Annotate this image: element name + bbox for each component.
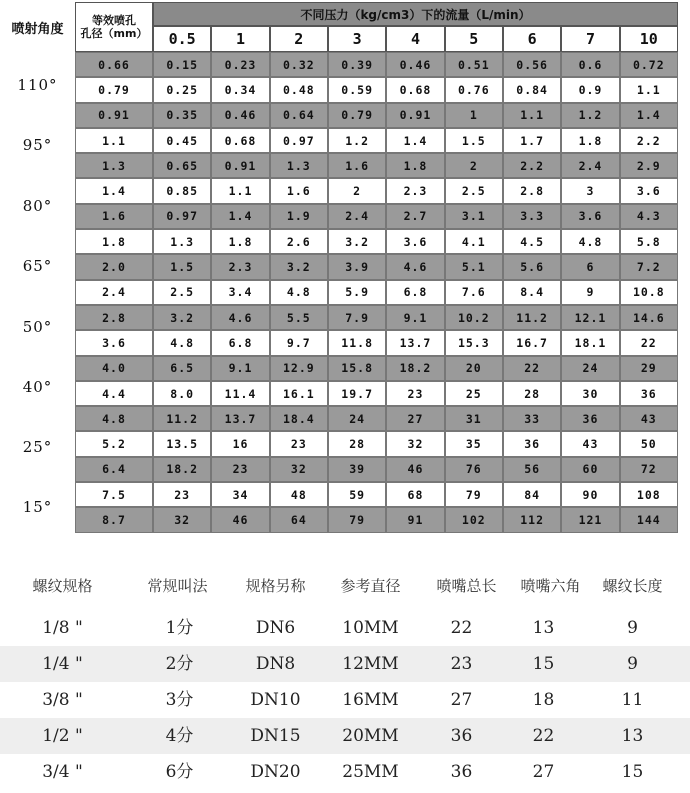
flow-value-cell: 79 <box>445 482 503 507</box>
flow-value-cell: 1.5 <box>445 128 503 153</box>
flow-value-cell: 24 <box>328 406 386 431</box>
flow-value-cell: 2 <box>328 178 386 203</box>
flow-value-cell: 34 <box>211 482 269 507</box>
orifice-diameter-cell: 0.79 <box>75 77 153 102</box>
flow-value-cell: 13.7 <box>211 406 269 431</box>
thread-cell: 23 <box>450 654 473 674</box>
flow-value-cell: 2 <box>445 153 503 178</box>
flow-value-cell: 1.2 <box>561 103 619 128</box>
thread-row <box>0 610 690 646</box>
flow-value-cell: 13.7 <box>386 330 444 355</box>
flow-value-cell: 43 <box>561 431 619 456</box>
thread-cell: 4分 <box>165 726 194 746</box>
flow-value-cell: 2.8 <box>503 178 561 203</box>
flow-value-cell: 1.6 <box>328 153 386 178</box>
flow-value-cell: 60 <box>561 457 619 482</box>
flow-value-cell: 3.2 <box>328 229 386 254</box>
flow-value-cell: 1.4 <box>620 103 678 128</box>
flow-value-cell: 1.7 <box>503 128 561 153</box>
flow-value-cell: 48 <box>270 482 328 507</box>
flow-value-cell: 23 <box>386 381 444 406</box>
spray-angle-label: 15° <box>22 498 53 516</box>
flow-value-cell: 1.8 <box>211 229 269 254</box>
flow-value-cell: 9 <box>561 280 619 305</box>
flow-value-cell: 0.34 <box>211 77 269 102</box>
thread-cell: 2分 <box>165 654 194 674</box>
flow-value-cell: 0.65 <box>153 153 211 178</box>
thread-header-cell: 螺纹规格 <box>32 577 93 595</box>
flow-value-cell: 10.8 <box>620 280 678 305</box>
thread-cell: 20MM <box>342 726 399 746</box>
thread-row <box>0 682 690 718</box>
flow-row <box>75 178 678 203</box>
flow-value-cell: 0.45 <box>153 128 211 153</box>
flow-value-cell: 0.51 <box>445 52 503 77</box>
thread-cell: 1/4 " <box>42 654 83 674</box>
flow-value-cell: 1.3 <box>153 229 211 254</box>
thread-row <box>0 646 690 682</box>
flow-row <box>75 229 678 254</box>
flow-value-cell: 24 <box>561 356 619 381</box>
flow-value-cell: 46 <box>386 457 444 482</box>
flow-value-cell: 23 <box>270 431 328 456</box>
flow-value-cell: 3.6 <box>620 178 678 203</box>
thread-cell: 22 <box>532 726 555 746</box>
flow-row <box>75 406 678 431</box>
flow-row <box>75 356 678 381</box>
flow-value-cell: 11.8 <box>328 330 386 355</box>
flow-value-cell: 33 <box>503 406 561 431</box>
pressure-value: 3 <box>328 26 386 52</box>
flow-value-cell: 3 <box>561 178 619 203</box>
flow-value-cell: 32 <box>270 457 328 482</box>
flow-value-cell: 1.1 <box>211 178 269 203</box>
flow-value-cell: 3.1 <box>445 204 503 229</box>
flow-value-cell: 6.8 <box>386 280 444 305</box>
flow-value-cell: 39 <box>328 457 386 482</box>
thread-header-cell: 螺纹长度 <box>602 577 663 595</box>
flow-value-cell: 0.64 <box>270 103 328 128</box>
flow-value-cell: 1.8 <box>561 128 619 153</box>
flow-value-cell: 2.4 <box>328 204 386 229</box>
spray-angle-label: 110° <box>17 76 58 94</box>
flow-value-cell: 4.5 <box>503 229 561 254</box>
flow-value-cell: 18.4 <box>270 406 328 431</box>
orifice-diameter-cell: 8.7 <box>75 507 153 532</box>
flow-value-cell: 8.0 <box>153 381 211 406</box>
pressure-values <box>153 26 678 52</box>
flow-row <box>75 431 678 456</box>
flow-value-cell: 0.46 <box>211 103 269 128</box>
flow-value-cell: 59 <box>328 482 386 507</box>
thread-cell: 6分 <box>165 762 194 782</box>
thread-cell: 25MM <box>342 762 399 782</box>
flow-value-cell: 79 <box>328 507 386 532</box>
orifice-diameter-cell: 3.6 <box>75 330 153 355</box>
flow-value-cell: 0.56 <box>503 52 561 77</box>
flow-value-cell: 4.1 <box>445 229 503 254</box>
flow-value-cell: 11.2 <box>153 406 211 431</box>
orifice-diameter-cell: 1.3 <box>75 153 153 178</box>
flow-value-cell: 2.5 <box>153 280 211 305</box>
flow-value-cell: 3.3 <box>503 204 561 229</box>
flow-value-cell: 0.97 <box>270 128 328 153</box>
flow-value-cell: 1.9 <box>270 204 328 229</box>
flow-value-cell: 0.68 <box>386 77 444 102</box>
flow-value-cell: 0.39 <box>328 52 386 77</box>
flow-value-cell: 2.3 <box>386 178 444 203</box>
flow-value-cell: 35 <box>445 431 503 456</box>
flow-row <box>75 457 678 482</box>
orifice-diameter-cell: 6.4 <box>75 457 153 482</box>
flow-value-cell: 16.7 <box>503 330 561 355</box>
flow-value-cell: 0.91 <box>211 153 269 178</box>
pressure-value: 10 <box>620 26 678 52</box>
flow-row <box>75 482 678 507</box>
pressure-value: 6 <box>503 26 561 52</box>
flow-value-cell: 11.4 <box>211 381 269 406</box>
flow-value-cell: 36 <box>561 406 619 431</box>
flow-value-cell: 28 <box>503 381 561 406</box>
flow-value-cell: 25 <box>445 381 503 406</box>
flow-value-cell: 6 <box>561 254 619 279</box>
flow-value-cell: 3.9 <box>328 254 386 279</box>
flow-value-cell: 0.23 <box>211 52 269 77</box>
pressure-value: 4 <box>386 26 444 52</box>
flow-value-cell: 5.6 <box>503 254 561 279</box>
thread-cell: 16MM <box>342 690 399 710</box>
flow-value-cell: 2.2 <box>503 153 561 178</box>
pressure-title: 不同压力（kg/cm3）下的流量（L/min） <box>153 2 678 26</box>
flow-value-cell: 9.1 <box>211 356 269 381</box>
thread-header-cell: 喷嘴六角 <box>520 577 581 595</box>
flow-value-cell: 9.7 <box>270 330 328 355</box>
flow-value-cell: 0.72 <box>620 52 678 77</box>
orifice-diameter-cell: 0.91 <box>75 103 153 128</box>
flow-value-cell: 0.9 <box>561 77 619 102</box>
flow-value-cell: 0.79 <box>328 103 386 128</box>
orifice-diameter-cell: 2.4 <box>75 280 153 305</box>
flow-value-cell: 6.5 <box>153 356 211 381</box>
orifice-diameter-cell: 5.2 <box>75 431 153 456</box>
pressure-value: 1 <box>211 26 269 52</box>
thread-header-cell: 常规叫法 <box>147 577 208 595</box>
orifice-diameter-cell: 4.0 <box>75 356 153 381</box>
flow-value-cell: 36 <box>620 381 678 406</box>
flow-value-cell: 1.2 <box>328 128 386 153</box>
flow-value-cell: 4.6 <box>386 254 444 279</box>
thread-cell: 9 <box>627 654 638 674</box>
pressure-value: 7 <box>561 26 619 52</box>
flow-value-cell: 32 <box>153 507 211 532</box>
flow-value-cell: 76 <box>445 457 503 482</box>
thread-cell: 27 <box>532 762 555 782</box>
flow-value-cell: 28 <box>328 431 386 456</box>
flow-value-cell: 1.8 <box>386 153 444 178</box>
thread-row <box>0 754 690 790</box>
flow-value-cell: 36 <box>503 431 561 456</box>
flow-value-cell: 1.5 <box>153 254 211 279</box>
thread-cell: 9 <box>627 618 638 638</box>
flow-value-cell: 15.8 <box>328 356 386 381</box>
flow-value-cell: 84 <box>503 482 561 507</box>
flow-row <box>75 153 678 178</box>
flow-row <box>75 280 678 305</box>
pressure-value: 2 <box>270 26 328 52</box>
thread-spec-table <box>0 560 690 793</box>
thread-cell: 13 <box>532 618 555 638</box>
flow-row <box>75 128 678 153</box>
orifice-diameter-cell: 2.8 <box>75 305 153 330</box>
flow-value-cell: 0.32 <box>270 52 328 77</box>
pressure-value: 5 <box>445 26 503 52</box>
orifice-diameter-header <box>75 2 153 52</box>
flow-value-cell: 4.6 <box>211 305 269 330</box>
pressure-value: 0.5 <box>153 26 211 52</box>
flow-value-cell: 1.1 <box>503 103 561 128</box>
flow-value-cell: 0.85 <box>153 178 211 203</box>
flow-value-cell: 3.2 <box>153 305 211 330</box>
flow-value-cell: 1.1 <box>620 77 678 102</box>
flow-value-cell: 1 <box>445 103 503 128</box>
flow-value-cell: 5.1 <box>445 254 503 279</box>
flow-value-cell: 4.8 <box>153 330 211 355</box>
flow-value-cell: 7.9 <box>328 305 386 330</box>
flow-value-cell: 3.4 <box>211 280 269 305</box>
flow-value-cell: 64 <box>270 507 328 532</box>
flow-value-cell: 2.7 <box>386 204 444 229</box>
flow-value-cell: 16.1 <box>270 381 328 406</box>
thread-cell: 3/8 " <box>42 690 83 710</box>
flow-value-cell: 12.1 <box>561 305 619 330</box>
flow-value-cell: 2.6 <box>270 229 328 254</box>
flow-value-cell: 9.1 <box>386 305 444 330</box>
flow-grid <box>75 2 678 533</box>
pressure-header <box>153 2 678 52</box>
flow-value-cell: 14.6 <box>620 305 678 330</box>
flow-value-cell: 0.35 <box>153 103 211 128</box>
flow-value-cell: 7.6 <box>445 280 503 305</box>
flow-value-cell: 6.8 <box>211 330 269 355</box>
flow-value-cell: 102 <box>445 507 503 532</box>
flow-value-cell: 43 <box>620 406 678 431</box>
flow-value-cell: 68 <box>386 482 444 507</box>
flow-value-cell: 29 <box>620 356 678 381</box>
thread-cell: DN8 <box>255 654 296 674</box>
orifice-diameter-header-line2: 孔径（mm） <box>80 27 148 40</box>
spray-angle-label: 50° <box>22 318 53 336</box>
flow-value-cell: 46 <box>211 507 269 532</box>
flow-row <box>75 77 678 102</box>
flow-value-cell: 0.91 <box>386 103 444 128</box>
thread-cell: 36 <box>450 726 473 746</box>
flow-value-cell: 16 <box>211 431 269 456</box>
thread-cell: 1/2 " <box>42 726 83 746</box>
flow-value-cell: 3.2 <box>270 254 328 279</box>
flow-value-cell: 3.6 <box>386 229 444 254</box>
flow-value-cell: 0.76 <box>445 77 503 102</box>
thread-cell: 11 <box>621 690 644 710</box>
thread-cell: 22 <box>450 618 473 638</box>
thread-cell: 15 <box>532 654 555 674</box>
flow-value-cell: 23 <box>211 457 269 482</box>
thread-cell: 15 <box>621 762 644 782</box>
flow-value-cell: 90 <box>561 482 619 507</box>
flow-value-cell: 4.8 <box>561 229 619 254</box>
flow-value-cell: 144 <box>620 507 678 532</box>
flow-value-cell: 5.5 <box>270 305 328 330</box>
flow-value-cell: 50 <box>620 431 678 456</box>
flow-value-cell: 2.4 <box>561 153 619 178</box>
flow-value-cell: 31 <box>445 406 503 431</box>
flow-value-cell: 22 <box>503 356 561 381</box>
flow-value-cell: 2.9 <box>620 153 678 178</box>
flow-value-cell: 0.97 <box>153 204 211 229</box>
flow-row <box>75 305 678 330</box>
flow-value-cell: 13.5 <box>153 431 211 456</box>
flow-value-cell: 0.48 <box>270 77 328 102</box>
spray-angle-label: 40° <box>22 378 53 396</box>
flow-value-cell: 2.2 <box>620 128 678 153</box>
orifice-diameter-cell: 4.8 <box>75 406 153 431</box>
orifice-diameter-cell: 1.4 <box>75 178 153 203</box>
flow-value-cell: 2.3 <box>211 254 269 279</box>
flow-value-cell: 19.7 <box>328 381 386 406</box>
flow-row <box>75 103 678 128</box>
thread-cell: 1分 <box>165 618 194 638</box>
thread-cell: 3分 <box>165 690 194 710</box>
flow-value-cell: 8.4 <box>503 280 561 305</box>
thread-cell: 18 <box>532 690 555 710</box>
flow-value-cell: 72 <box>620 457 678 482</box>
flow-value-cell: 0.84 <box>503 77 561 102</box>
spray-angle-label: 80° <box>22 197 53 215</box>
flow-value-cell: 11.2 <box>503 305 561 330</box>
flow-value-cell: 1.4 <box>211 204 269 229</box>
flow-value-cell: 4.8 <box>270 280 328 305</box>
flow-value-cell: 0.46 <box>386 52 444 77</box>
flow-value-cell: 23 <box>153 482 211 507</box>
spray-angle-column <box>0 0 75 540</box>
thread-cell: 1/8 " <box>42 618 83 638</box>
flow-row <box>75 330 678 355</box>
flow-value-cell: 112 <box>503 507 561 532</box>
orifice-diameter-cell: 1.8 <box>75 229 153 254</box>
flow-value-cell: 5.8 <box>620 229 678 254</box>
thread-cell: DN15 <box>250 726 301 746</box>
spray-angle-label: 25° <box>22 438 53 456</box>
orifice-diameter-cell: 7.5 <box>75 482 153 507</box>
orifice-diameter-cell: 4.4 <box>75 381 153 406</box>
flow-value-cell: 1.3 <box>270 153 328 178</box>
thread-cell: 13 <box>621 726 644 746</box>
flow-value-cell: 27 <box>386 406 444 431</box>
flow-value-cell: 56 <box>503 457 561 482</box>
orifice-diameter-cell: 1.1 <box>75 128 153 153</box>
orifice-diameter-cell: 0.66 <box>75 52 153 77</box>
thread-header-cell: 喷嘴总长 <box>436 577 497 595</box>
flow-value-cell: 0.25 <box>153 77 211 102</box>
thread-cell: 3/4 " <box>42 762 83 782</box>
flow-row <box>75 52 678 77</box>
thread-cell: 12MM <box>342 654 399 674</box>
thread-header-cell: 参考直径 <box>340 577 401 595</box>
flow-table-body <box>75 52 678 533</box>
flow-value-cell: 18.1 <box>561 330 619 355</box>
flow-value-cell: 10.2 <box>445 305 503 330</box>
orifice-diameter-cell: 1.6 <box>75 204 153 229</box>
flow-value-cell: 121 <box>561 507 619 532</box>
thread-cell: DN10 <box>250 690 301 710</box>
flow-row <box>75 381 678 406</box>
orifice-diameter-header-line1: 等效喷孔 <box>92 14 136 27</box>
flow-value-cell: 108 <box>620 482 678 507</box>
spray-angle-label: 95° <box>22 136 53 154</box>
flow-value-cell: 3.6 <box>561 204 619 229</box>
flow-value-cell: 2.5 <box>445 178 503 203</box>
flow-value-cell: 91 <box>386 507 444 532</box>
flow-value-cell: 18.2 <box>153 457 211 482</box>
flow-value-cell: 12.9 <box>270 356 328 381</box>
thread-cell: 10MM <box>342 618 399 638</box>
flow-value-cell: 30 <box>561 381 619 406</box>
flow-value-cell: 22 <box>620 330 678 355</box>
flow-value-cell: 4.3 <box>620 204 678 229</box>
thread-header-row <box>0 568 690 604</box>
flow-value-cell: 15.3 <box>445 330 503 355</box>
thread-cell: 36 <box>450 762 473 782</box>
thread-cell: DN6 <box>255 618 296 638</box>
thread-header-cell: 规格另称 <box>245 577 306 595</box>
flow-row <box>75 204 678 229</box>
flow-value-cell: 1.4 <box>386 128 444 153</box>
thread-row <box>0 718 690 754</box>
flow-value-cell: 7.2 <box>620 254 678 279</box>
orifice-diameter-cell: 2.0 <box>75 254 153 279</box>
spray-angle-label: 65° <box>22 257 53 275</box>
thread-cell: DN20 <box>250 762 301 782</box>
flow-row <box>75 254 678 279</box>
thread-cell: 27 <box>450 690 473 710</box>
flow-value-cell: 0.15 <box>153 52 211 77</box>
flow-value-cell: 18.2 <box>386 356 444 381</box>
flow-value-cell: 0.68 <box>211 128 269 153</box>
flow-value-cell: 1.6 <box>270 178 328 203</box>
flow-row <box>75 507 678 532</box>
flow-value-cell: 0.59 <box>328 77 386 102</box>
flow-value-cell: 5.9 <box>328 280 386 305</box>
flow-value-cell: 20 <box>445 356 503 381</box>
flow-value-cell: 0.6 <box>561 52 619 77</box>
spray-angle-header: 喷射角度 <box>11 21 64 37</box>
flow-value-cell: 32 <box>386 431 444 456</box>
